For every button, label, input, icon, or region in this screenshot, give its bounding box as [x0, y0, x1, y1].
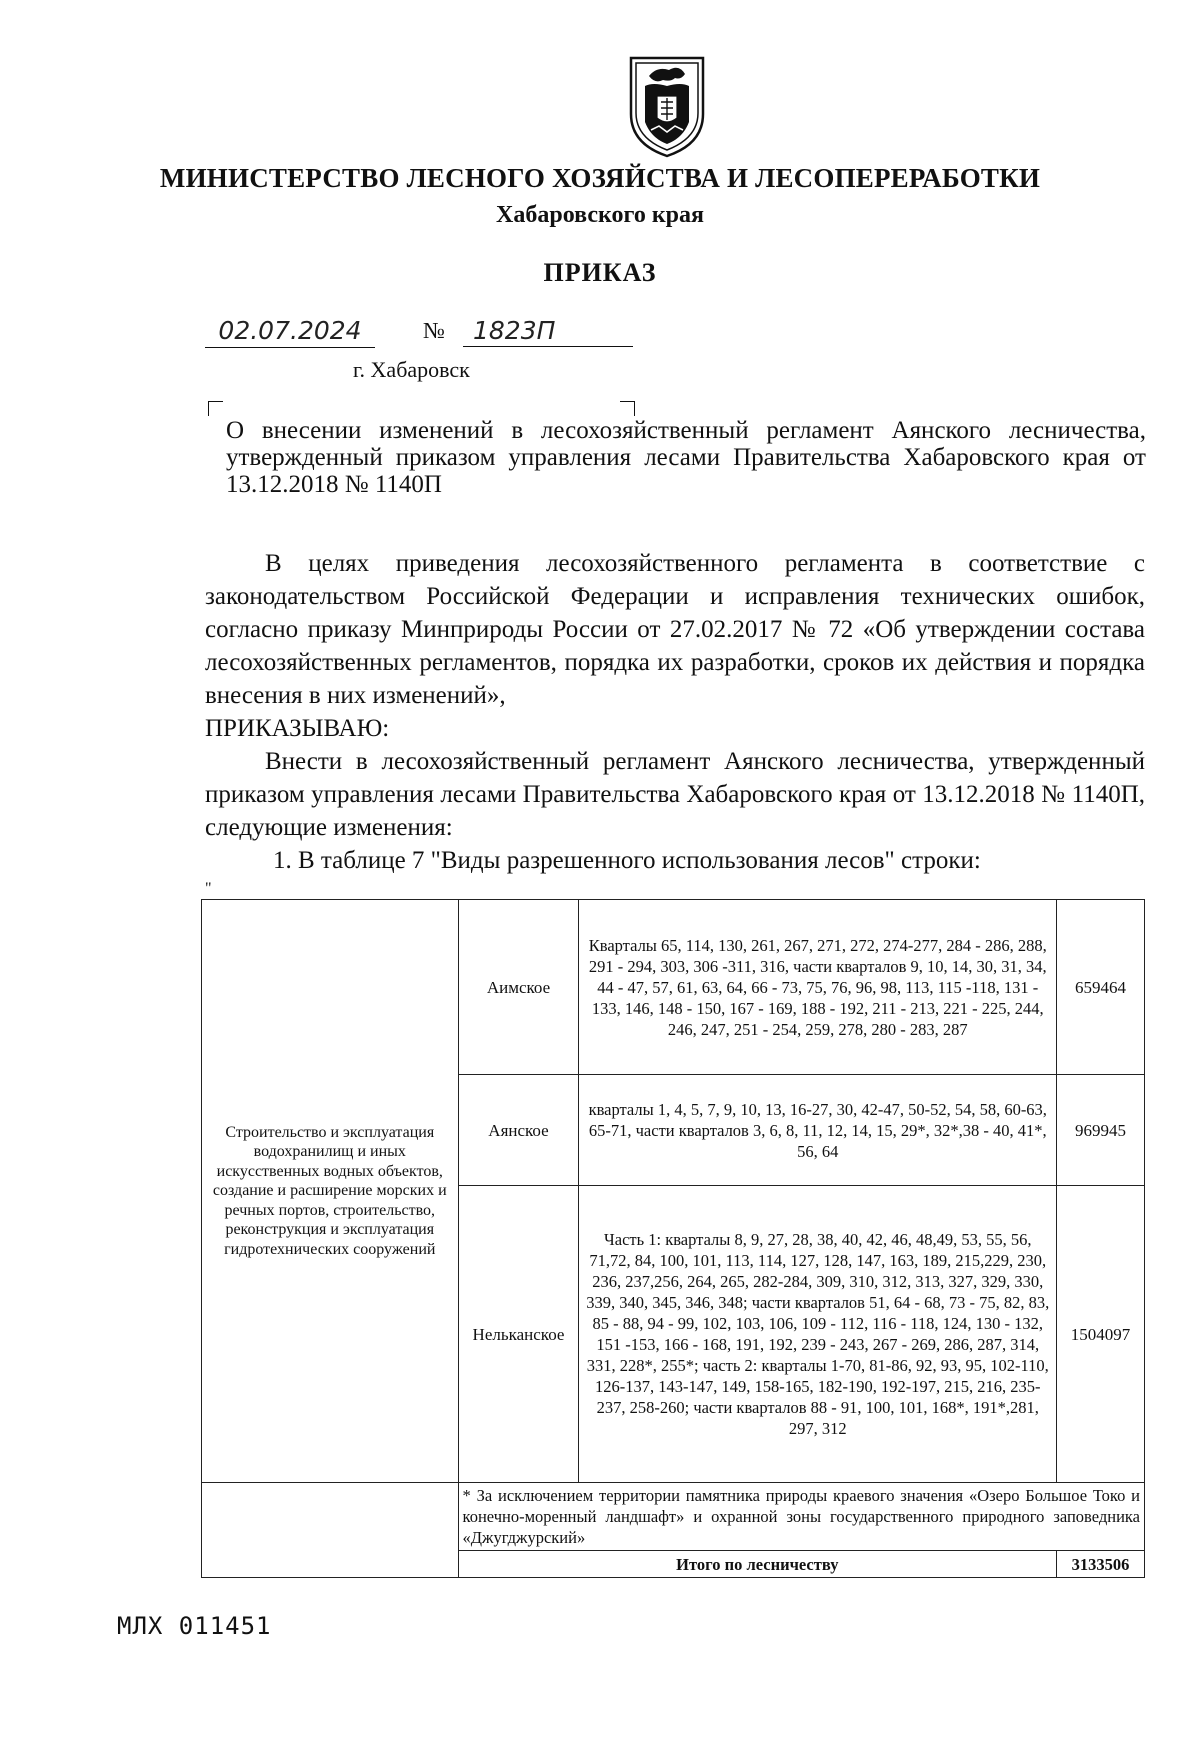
quarters-cell: кварталы 1, 4, 5, 7, 9, 10, 13, 16-27, 30, 42-47, 50-52, 54, 58, 60-63, 65-71, части кварталов 3, 6, 8, 11, 12, 14, 15, 29*, 32*,38 - 40, 41*, 56, 64 — [579, 1075, 1057, 1186]
area-cell: 1504097 — [1057, 1186, 1145, 1483]
city-name: г. Хабаровск — [353, 357, 470, 382]
forestry-cell: Аимское — [458, 900, 579, 1075]
forestry-cell: Аянское — [458, 1075, 579, 1186]
permitted-use-table — [201, 899, 1145, 1578]
forestry-cell: Нельканское — [458, 1186, 579, 1483]
area-cell: 969945 — [1057, 1075, 1145, 1186]
area-cell: 659464 — [1057, 900, 1145, 1075]
document-type: ПРИКАЗ — [543, 258, 657, 287]
form-serial-number: МЛХ 011451 — [117, 1612, 272, 1640]
total-label: Итого по лесничеству — [458, 1551, 1057, 1578]
handwritten-date: 02.07.2024 — [205, 315, 375, 348]
quarters-cell: Кварталы 65, 114, 130, 261, 267, 271, 272, 274-277, 284 - 286, 288, 291 - 294, 303, 306 -311, 316, части кварталов 9, 10, 14, 30, 31, 34, 44 - 47, 57, 61, 63, 64, 66 - 73, 75, 76, 96, 98, 113, 115 -118, 131 - 133, 146, 148 - 150, 167 - 169, 188 - 192, 211 - 213, 221 - 225, 244, 246, 247, 251 - 254, 259, 278, 280 - 283, 287 — [579, 900, 1057, 1075]
total-value: 3133506 — [1057, 1551, 1145, 1578]
handwritten-number: 1823П — [463, 315, 633, 347]
footnote-cell: * За исключением территории памятника природы краевого значения «Озеро Большое Токо и конечно-моренный ландшафт» и охранной зоны государственного природного заповедника «Джугджурский» — [458, 1483, 1144, 1551]
order-directive: ПРИКАЗЫВАЮ: — [205, 715, 390, 742]
table-row — [202, 1483, 1145, 1551]
changes-paragraph: Внести в лесохозяйственный регламент Аянского лесничества, утвержденный приказом управления лесами Правительства Хабаровского края от 13.12.2018 № 1140П, следующие изменения: — [205, 748, 1145, 841]
number-label: № — [423, 318, 445, 343]
item-1-paragraph: 1. В таблице 7 "Виды разрешенного использования лесов" строки: — [273, 847, 981, 874]
preamble-paragraph: В целях приведения лесохозяйственного регламента в соответствие с законодательством Российской Федерации и исправления технических ошибок, согласно приказу Минприроды России от 27.02.2017 № 72 «Об утверждении состава лесохозяйственных регламентов, порядка их разработки, сроков их действия и порядка внесения в них изменений», — [205, 550, 1145, 709]
ministry-name: МИНИСТЕРСТВО ЛЕСНОГО ХОЗЯЙСТВА И ЛЕСОПЕРЕРАБОТКИ — [159, 163, 1041, 193]
subject-corner-right — [620, 401, 635, 416]
quarters-cell: Часть 1: кварталы 8, 9, 27, 28, 38, 40, 42, 46, 48,49, 53, 55, 56, 71,72, 84, 100, 101, 113, 114, 127, 128, 147, 163, 189, 215,229, 230, 236, 237,256, 264, 265, 282-284, 309, 310, 312, 313, 327, 329, 330, 339, 340, 345, 346, 348; части кварталов 51, 64 - 68, 73 - 75, 82, 83, 85 - 88, 94 - 99, 102, 103, 106, 109 - 112, 116 - 118, 124, 130 - 132, 151 -153, 166 - 168, 191, 192, 239 - 243, 267 - 269, 286, 287, 314, 331, 228*, 255*; часть 2: кварталы 1-70, 81-86, 92, 93, 95, 102-110, 126-137, 143-147, 149, 158-165, 182-190, 192-197, 215, 216, 235-237, 258-260; части кварталов 88 - 91, 100, 101, 168*, 191*,281, 297, 312 — [579, 1186, 1057, 1483]
subject-corner-left — [208, 401, 223, 416]
table-row — [202, 900, 1145, 1075]
activity-cell: Строительство и эксплуатация водохранилищ и иных искусственных водных объектов, создание и расширение морских и речных портов, строительство, реконструкция и эксплуатация гидротехнических сооружений — [202, 900, 459, 1483]
open-quote-mark: " — [205, 880, 212, 897]
order-subject: О внесении изменений в лесохозяйственный регламент Аянского лесничества, утвержденный приказом управления лесами Правительства Хабаровского края от 13.12.2018 № 1140П — [226, 417, 1146, 498]
coat-of-arms-icon — [623, 52, 711, 160]
activity-cell-empty — [202, 1483, 459, 1578]
region-name: Хабаровского края — [496, 202, 704, 228]
